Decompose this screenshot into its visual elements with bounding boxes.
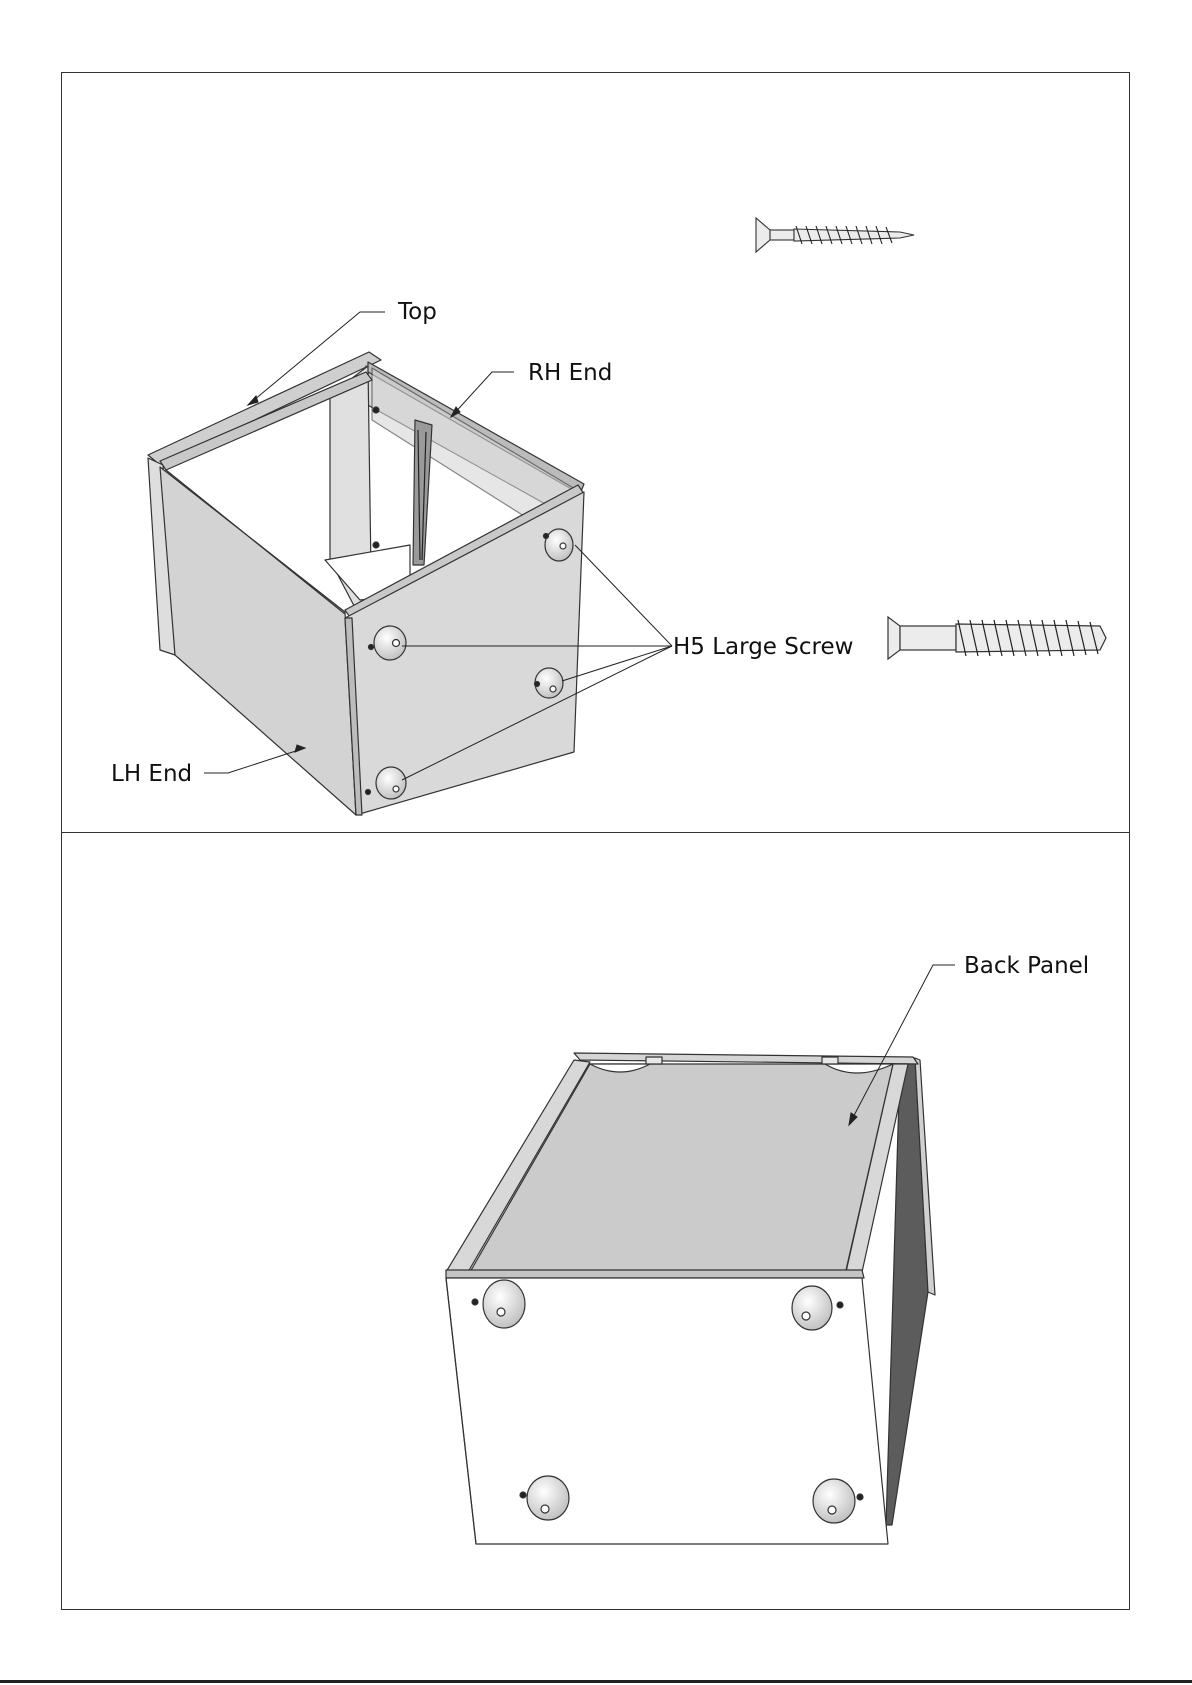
back-panel-label: Back Panel bbox=[964, 953, 1090, 979]
large-screw-label: H5 Large Screw bbox=[673, 634, 854, 660]
back-panel bbox=[470, 1064, 893, 1272]
top-label: Top bbox=[398, 299, 437, 325]
small-screw-icon bbox=[756, 218, 914, 252]
carcass-step-one bbox=[148, 352, 584, 815]
large-screw-icon bbox=[888, 617, 1106, 659]
rh-end-label: RH End bbox=[528, 360, 613, 386]
lh-end-label: LH End bbox=[111, 761, 193, 787]
page-bottom-rule bbox=[0, 1680, 1192, 1683]
